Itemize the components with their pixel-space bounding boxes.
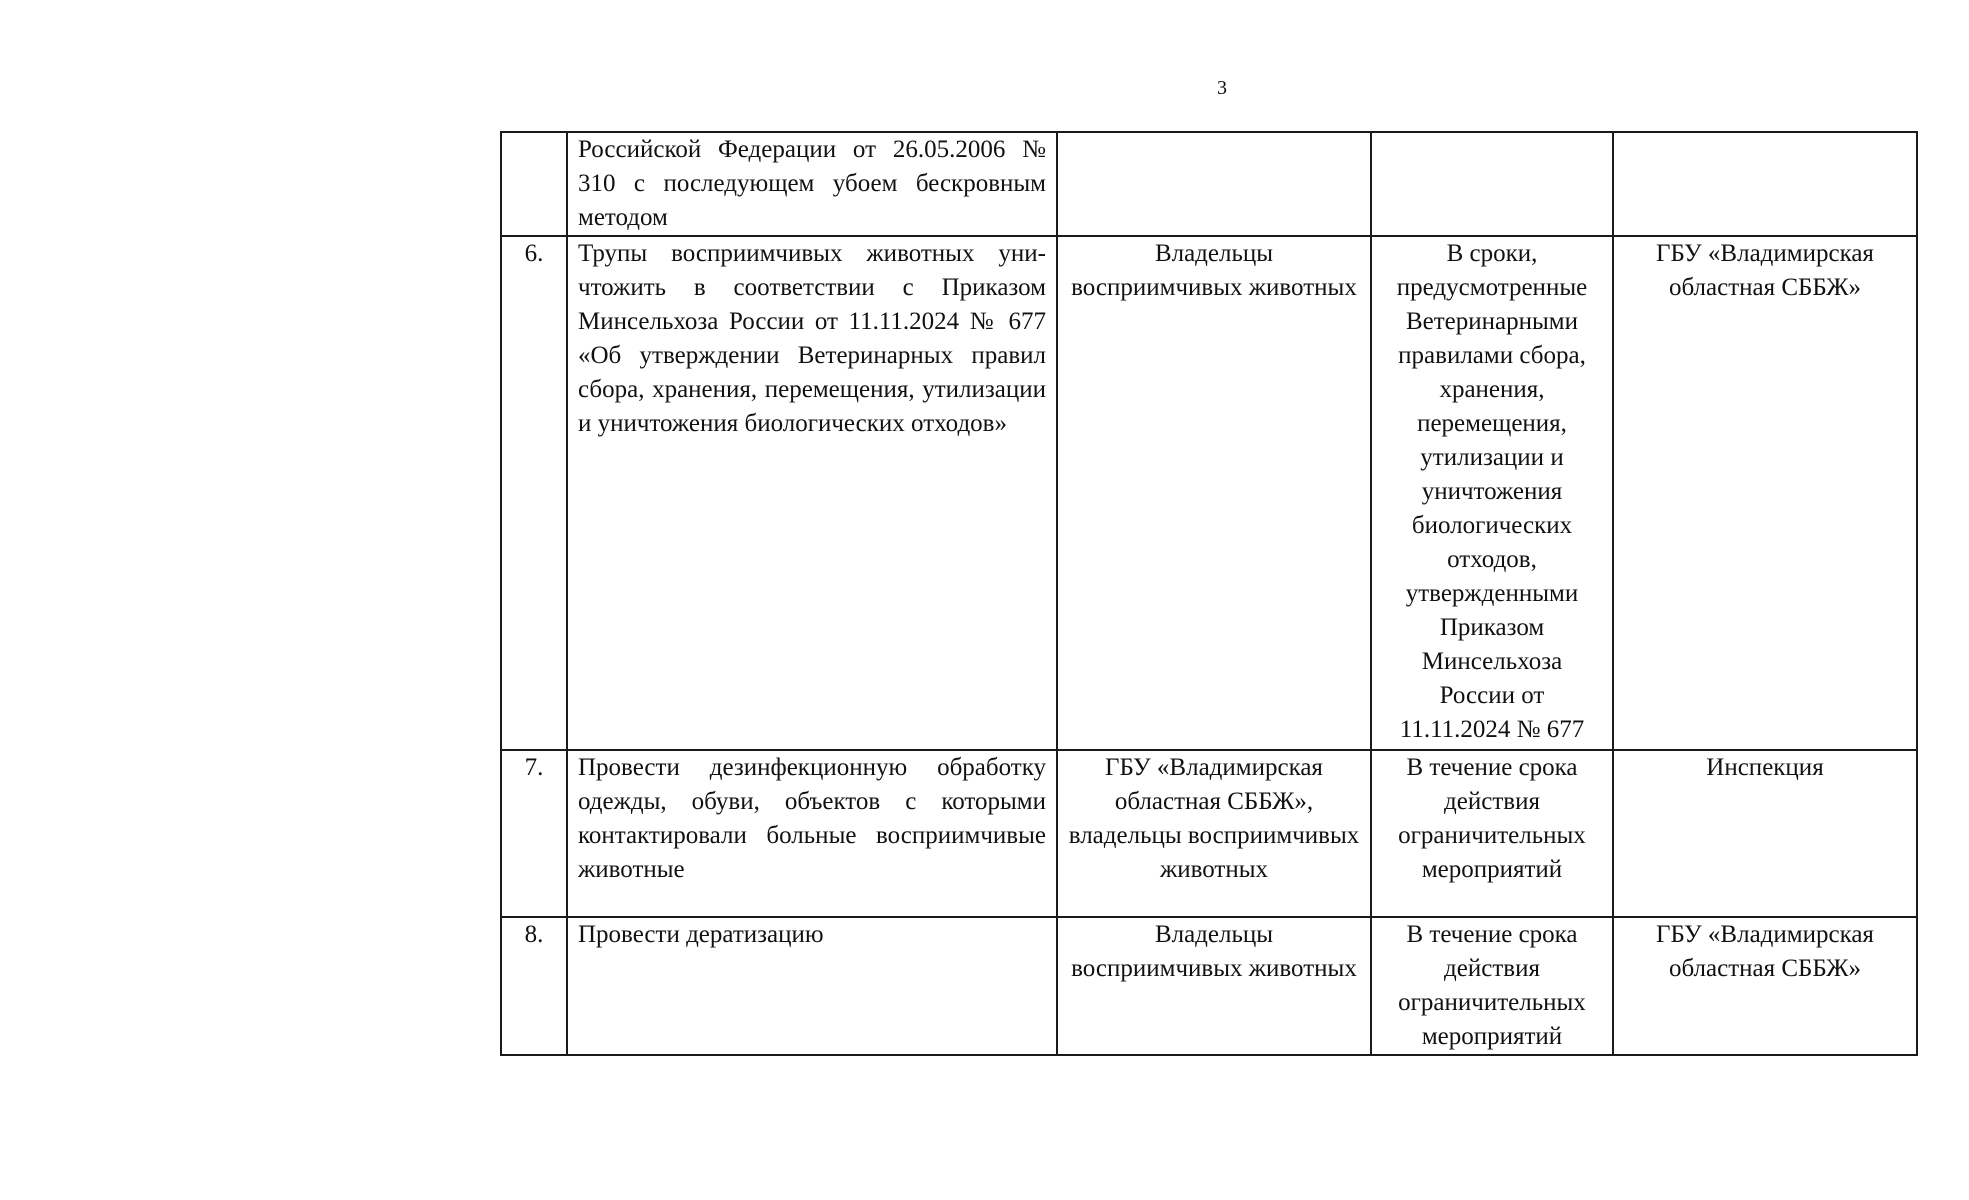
table-row <box>501 132 1917 236</box>
deadline-cell: В течение срока действия ограничительных мероприятий <box>1371 750 1613 917</box>
deadline-cell: В течение срока действия ограничительных мероприятий <box>1371 917 1613 1055</box>
row-number: 7. <box>501 750 567 917</box>
executor-cell: Владельцы восприимчивых животных <box>1057 917 1371 1055</box>
control-cell: ГБУ «Владимирская областная СББЖ» <box>1613 917 1917 1055</box>
deadline-cell: В сроки, предусмотренные Ветеринарными правилами сбора, хранения, перемещения, утилизации и уничтожения биологических отходов, утвержденными Приказом Минсельхоза России от 11.11.2024 № 677 <box>1371 236 1613 750</box>
measure-text: Трупы восприимчивых животных уничтожить в соответствии с Приказом Минсельхоза России от 11.11.2024 № 677 «Об утверждении Ветеринарных правил сбора, хранения, перемещения, утилизации и уничтожения биологических отходов» <box>567 236 1057 750</box>
page-number: 3 <box>1217 77 1227 99</box>
executor-cell: Владельцы восприимчивых животных <box>1057 236 1371 750</box>
row-number: 6. <box>501 236 567 750</box>
table-row <box>501 917 1917 1055</box>
executor-cell: ГБУ «Владимирская областная СББЖ», владельцы восприимчивых животных <box>1057 750 1371 917</box>
control-cell: ГБУ «Владимирская областная СББЖ» <box>1613 236 1917 750</box>
table-row <box>501 236 1917 750</box>
measure-text: Российской Федерации от 26.05.2006 № 310 с последующем убоем бескровным методом <box>567 132 1057 236</box>
measure-text: Провести дератизацию <box>567 917 1057 1055</box>
deadline-cell <box>1371 132 1613 236</box>
table-row <box>501 750 1917 917</box>
control-cell <box>1613 132 1917 236</box>
executor-cell <box>1057 132 1371 236</box>
row-number: 8. <box>501 917 567 1055</box>
row-number <box>501 132 567 236</box>
control-cell: Инспекция <box>1613 750 1917 917</box>
measure-text: Провести дезинфекционную обработку одежды, обуви, объектов с которыми контактировали больные восприимчивые животные <box>567 750 1057 917</box>
measures-table <box>500 131 1918 1056</box>
